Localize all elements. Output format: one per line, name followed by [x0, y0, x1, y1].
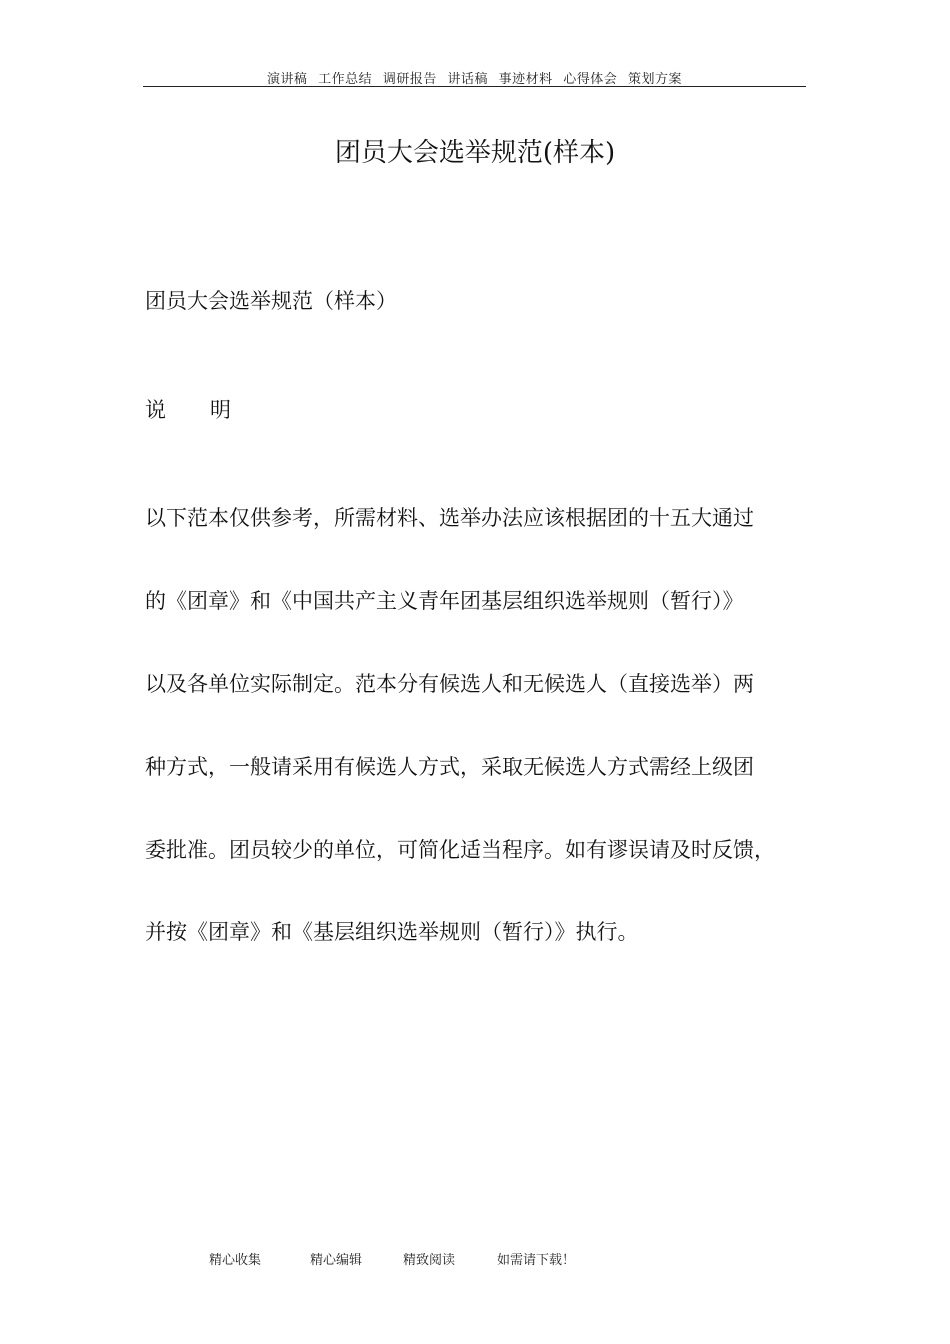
section-heading: [145, 394, 231, 424]
body-text-line: 的《团章》和《中国共产主义青年团基层组织选举规则（暂行）》: [145, 589, 744, 613]
header-keyword: 策划方案: [627, 72, 682, 87]
body-text-line: 以下范本仅供参考，所需材料、选举办法应该根据团的十五大通过: [145, 506, 754, 530]
header-keyword: 事迹材料: [498, 72, 553, 87]
header-keyword: 讲话稿: [447, 72, 488, 87]
section-heading-part: 明: [210, 398, 231, 422]
page-footer: [0, 1249, 950, 1269]
header-keyword: 演讲稿: [267, 72, 308, 87]
footer-item: 如需请下载！: [497, 1253, 576, 1268]
document-subtitle: 团员大会选举规范（样本）: [145, 289, 397, 313]
body-text-line: 并按《团章》和《基层组织选举规则（暂行）》执行。: [145, 920, 639, 944]
document-title: 团员大会选举规范(样本): [334, 138, 616, 168]
header-keyword: 心得体会: [563, 72, 618, 87]
footer-item: 精心编辑: [310, 1253, 363, 1268]
footer-item: 精致阅读: [403, 1253, 456, 1268]
section-heading-part: 说: [145, 398, 166, 422]
footer-item: 精心收集: [209, 1253, 262, 1268]
header-keyword: 工作总结: [318, 72, 373, 87]
header-keyword: 调研报告: [382, 72, 437, 87]
body-text-line: 种方式，一般请采用有候选人方式，采取无候选人方式需经上级团: [145, 755, 754, 779]
header-keywords: [143, 68, 806, 87]
page-header: [143, 66, 806, 87]
body-text-line: 以及各单位实际制定。范本分有候选人和无候选人（直接选举）两: [145, 672, 754, 696]
body-text-line: 委批准。团员较少的单位，可简化适当程序。如有谬误请及时反馈，: [145, 838, 775, 862]
